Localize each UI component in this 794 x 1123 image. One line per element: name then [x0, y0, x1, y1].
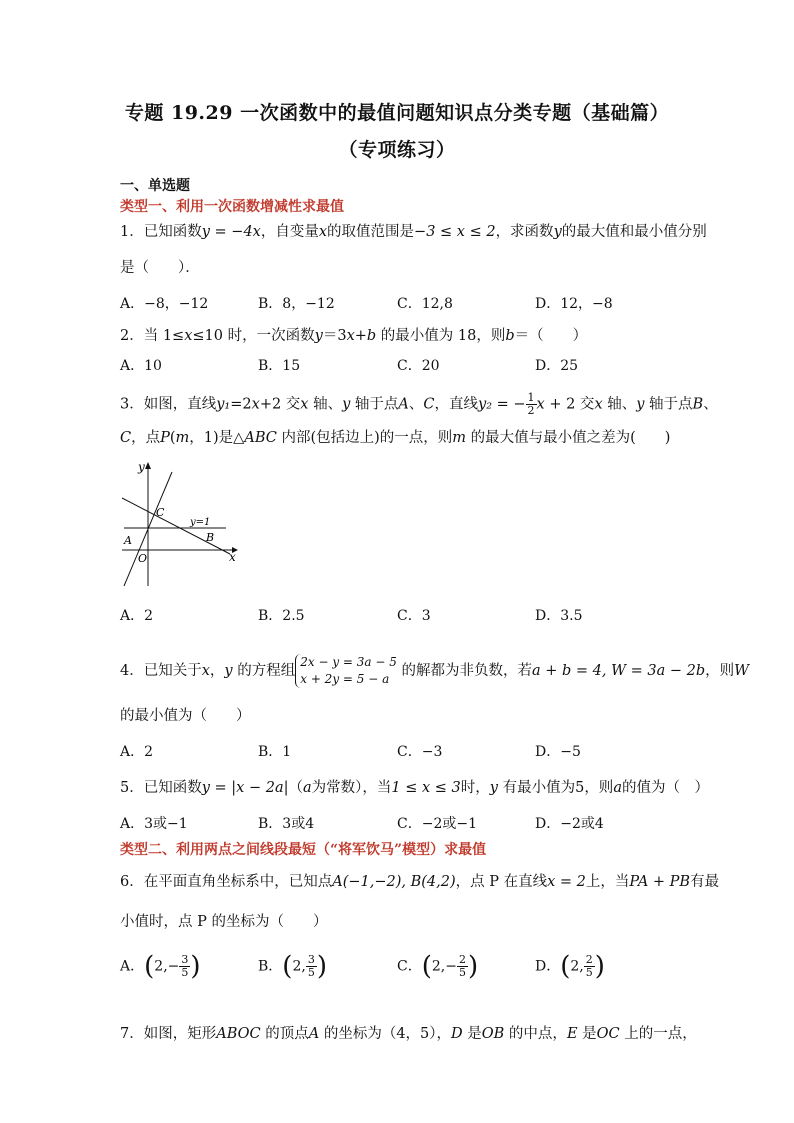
q2-option-a[interactable]: A．10: [120, 358, 162, 374]
question-1: 1．已知函数y = −4x，自变量x的取值范围是−3 ≤ x ≤ 2，求函数y的最大值和最小值分别: [120, 224, 707, 240]
q2-option-b[interactable]: B．15: [258, 358, 301, 374]
q6-option-b[interactable]: B．(2, $\frac{3}{5}$ ): [258, 951, 327, 982]
question-6: 6．在平面直角坐标系中，已知点A(−1,−2), B(4,2)，点 P 在直线x = 2上，当PA + PB有最: [120, 874, 720, 890]
fig-label-x: x: [229, 550, 236, 564]
q3-figure: [118, 458, 248, 590]
q5-option-a[interactable]: A．3或−1: [120, 816, 188, 832]
q3-option-a[interactable]: A．2: [120, 608, 154, 624]
q4-option-b[interactable]: B．1: [258, 744, 292, 760]
q2-option-d[interactable]: D．25: [535, 358, 579, 374]
q2-option-c[interactable]: C．20: [397, 358, 440, 374]
q1-option-d[interactable]: D．12，−8: [535, 296, 613, 312]
q4-option-a[interactable]: A．2: [120, 744, 154, 760]
question-3-cont: C，点P(m，1)是△ABC 内部(包括边上)的一点，则m 的最大值与最小值之差为( ): [120, 430, 671, 446]
fig-label-c: C: [156, 506, 165, 519]
fig-label-a: A: [124, 534, 132, 547]
page-subtitle: （专项练习）: [338, 139, 456, 161]
category-heading-2: 类型二、利用两点之间线段最短（“将军饮马”模型）求最值: [120, 842, 487, 858]
y-axis-arrow: [145, 462, 151, 469]
equation-system: 2x − y = 3a − 5 x + 2y = 5 − a: [295, 654, 397, 688]
question-4-cont: 的最小值为（ ）: [120, 708, 251, 724]
fig-label-line: y=1: [190, 517, 211, 528]
q4-option-d[interactable]: D．−5: [535, 744, 581, 760]
category-heading-1: 类型一、利用一次函数增减性求最值: [120, 199, 344, 215]
question-2: 2．当 1≤x≤10 时，一次函数y＝3x+b 的最小值为 18，则b＝（ ）: [120, 328, 588, 344]
q4-option-c[interactable]: C．−3: [397, 744, 443, 760]
question-4: 4．已知关于x，y 的方程组 2x − y = 3a − 5 x + 2y = 5 − a 的解都为非负数，若a + b = 4, W = 3a − 2b，则W: [120, 655, 750, 686]
fig-label-y: y: [138, 460, 145, 474]
question-3: 3．如图，直线y₁=2x+2 交x 轴、y 轴于点A、C，直线y₂ = − $\frac{1}{2}$ x + 2 交x 轴、y 轴于点B、: [120, 391, 718, 417]
page-title: 专题 19.29 一次函数中的最值问题知识点分类专题（基础篇）: [124, 102, 670, 124]
q1-option-c[interactable]: C．12,8: [397, 296, 453, 312]
fig-label-b: B: [206, 531, 215, 544]
q6-option-a[interactable]: A．(2,− $\frac{3}{5}$ ): [120, 951, 201, 982]
q3-option-b[interactable]: B．2.5: [258, 608, 305, 624]
q5-option-d[interactable]: D．−2或4: [535, 816, 604, 832]
q6-option-c[interactable]: C．(2,− $\frac{2}{5}$ ): [397, 951, 479, 982]
q3-option-c[interactable]: C．3: [397, 608, 431, 624]
question-6-cont: 小值时，点 P 的坐标为（ ）: [120, 914, 328, 930]
q1-option-b[interactable]: B．8，−12: [258, 296, 335, 312]
q3-option-d[interactable]: D．3.5: [535, 608, 583, 624]
fig-label-o: O: [138, 552, 148, 565]
q5-option-c[interactable]: C．−2或−1: [397, 816, 477, 832]
q5-option-b[interactable]: B．3或4: [258, 816, 315, 832]
q1-option-a[interactable]: A．−8，−12: [120, 296, 209, 312]
q6-option-d[interactable]: D．(2, $\frac{2}{5}$ ): [535, 951, 605, 982]
question-5: 5．已知函数y = |x − 2a|（a为常数），当1 ≤ x ≤ 3时，y 有最小值为5，则a的值为（ ）: [120, 780, 709, 796]
line-y2: [122, 498, 230, 554]
section-heading: 一、单选题: [120, 178, 190, 194]
question-7: 7．如图，矩形ABOC 的顶点A 的坐标为（4，5），D 是OB 的中点，E 是OC 上的一点，: [120, 1026, 697, 1042]
question-1-cont: 是（ ）．: [120, 260, 200, 276]
